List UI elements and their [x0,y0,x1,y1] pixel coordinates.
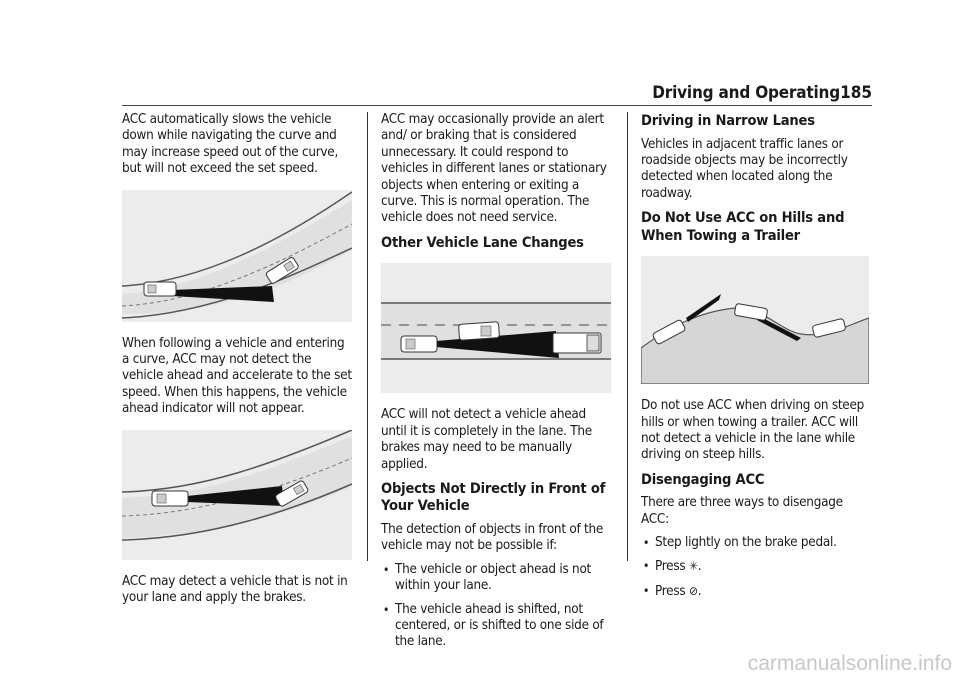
curve-illustration-1 [122,190,354,322]
column-divider [367,112,368,561]
list-item: • Press ⊘. [641,583,873,600]
section-title: Driving and Operating [652,83,840,103]
column-middle [381,112,613,658]
header-rule [122,105,872,106]
acc-off-button-icon: ⊘ [688,583,698,598]
section-heading: Driving in Narrow Lanes [641,112,815,129]
page-number: 185 [840,83,872,103]
paragraph: The detection of objects in front of the vehicle may not be possible if: [381,521,604,554]
paragraph: ACC automatically slows the vehicle down while navigating the curve and may increase speed out of the curve, but will not exceed the set speed. [122,112,339,177]
list-item: • Press ✳. [641,558,873,575]
section-heading: Other Vehicle Lane Changes [381,233,584,251]
paragraph: ACC may detect a vehicle that is not in your lane and apply the brakes. [122,573,348,606]
column-left [122,112,354,613]
bullet-list [641,535,873,600]
list-item: • The vehicle or object ahead is not within your lane. [381,562,613,595]
list-item: • The vehicle ahead is shifted, not centered, or is shifted to one side of the lane. [381,602,613,651]
curve-illustration-2 [122,430,354,560]
column-right [641,112,873,607]
section-heading: Objects Not Directly in Front of Your Vehicle [381,479,606,515]
paragraph: ACC will not detect a vehicle ahead until it is completely in the lane. The brakes may need to be manually applied. [381,407,592,472]
paragraph: When following a vehicle and entering a curve, ACC may not detect the vehicle ahead and accelerate to the set speed. When this happens, the vehicle ahead indicator will not appear. [122,335,352,417]
paragraph: Do not use ACC when driving on steep hills or when towing a trailer. ACC will not detect a vehicle in the lane while driving on steep hills. [641,398,865,463]
paragraph: ACC may occasionally provide an alert and/ or braking that is considered unnecessary. It could respond to vehicles in different lanes or stationary objects when entering or exiting a curve. This is normal operation. The vehicle does not need service. [381,112,607,226]
paragraph: Vehicles in adjacent traffic lanes or roadside objects may be incorrectly detected when located along the roadway. [641,136,848,201]
list-item: • Step lightly on the brake pedal. [641,535,873,551]
bullet-list [381,562,613,651]
section-heading: Disengaging ACC [641,470,765,488]
lane-change-illustration [381,263,613,393]
hills-illustration [641,256,873,384]
section-heading: Do Not Use ACC on Hills and When Towing a Trailer [641,209,845,244]
page-header [0,83,960,103]
cancel-button-icon: ✳ [688,559,698,574]
watermark: carmanualsonline.info [747,652,952,675]
column-divider [627,112,628,561]
paragraph: There are three ways to disengage ACC: [641,495,843,527]
